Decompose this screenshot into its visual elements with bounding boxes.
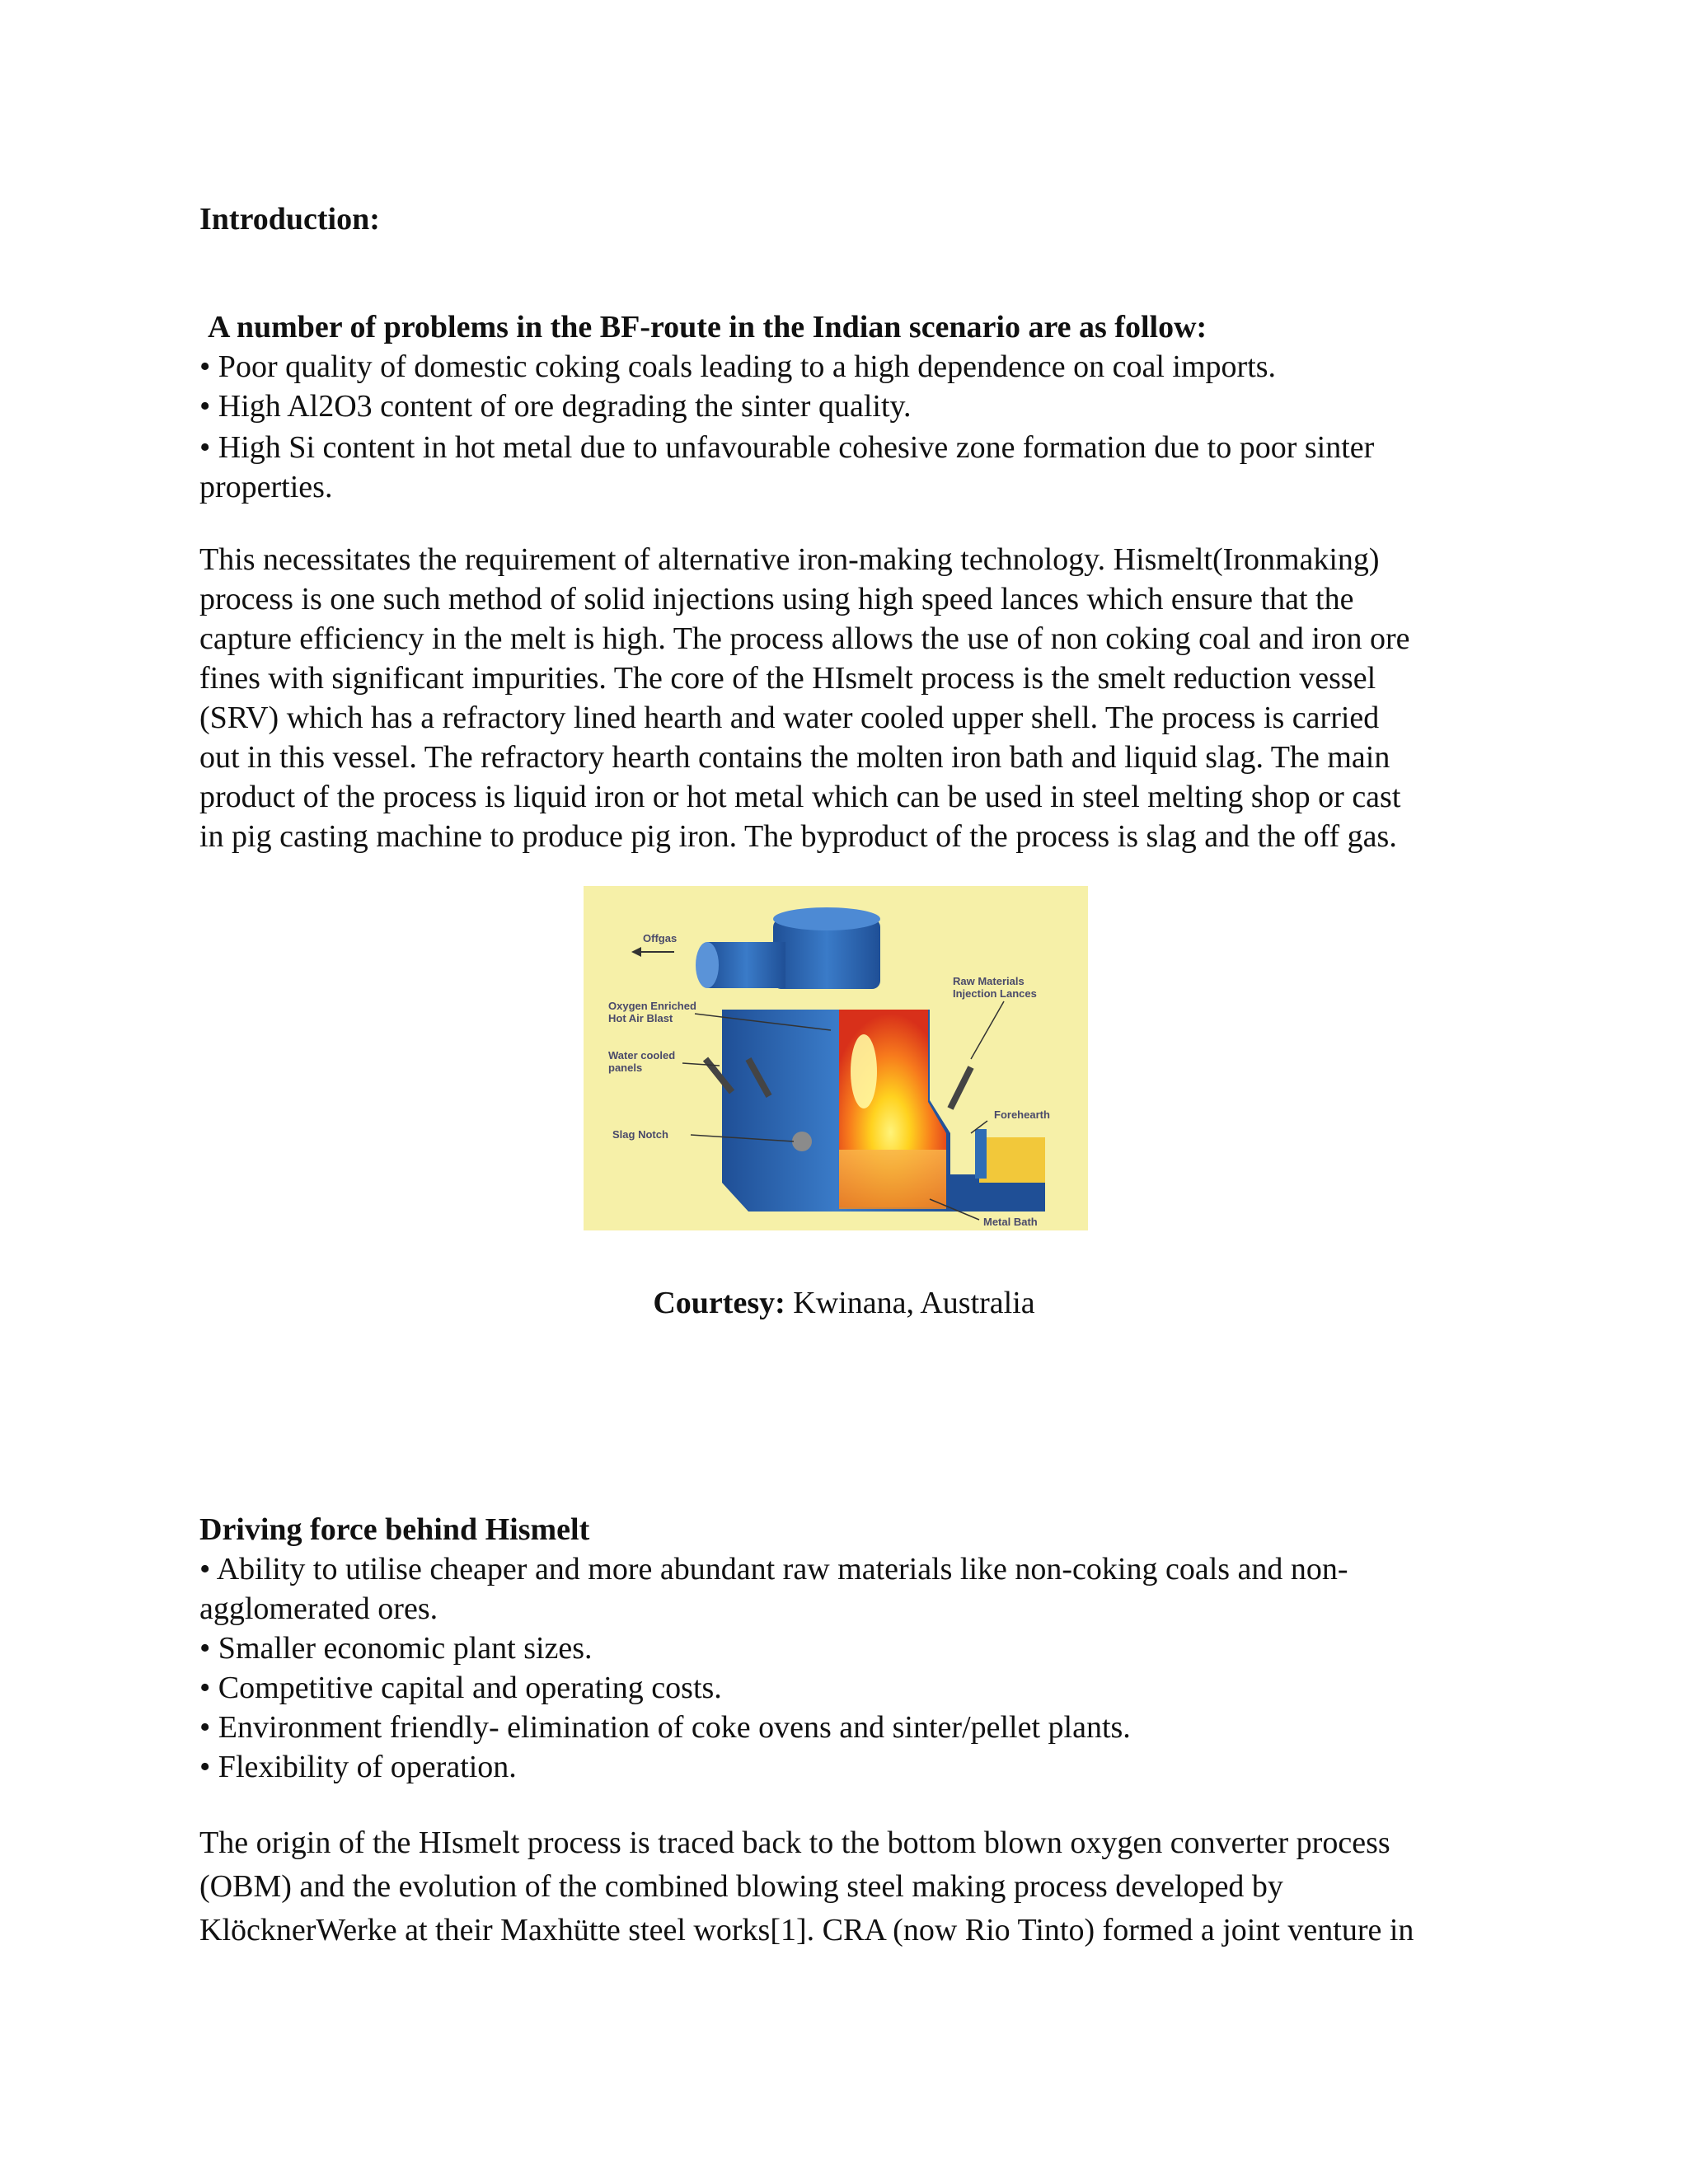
outlet-opening [696, 942, 719, 988]
section-heading-introduction: Introduction: [199, 202, 380, 237]
label-raw-line1: Raw Materials [953, 975, 1025, 987]
origin-paragraph [199, 1821, 1493, 1952]
paragraph-line: process is one such method of solid injections using high speed lances which ensure that the [199, 582, 1354, 616]
label-water-line2: panels [608, 1062, 643, 1074]
problem-bullet-continuation: properties. [199, 470, 333, 504]
label-slag-notch: Slag Notch [612, 1128, 668, 1141]
slag-notch [792, 1132, 812, 1151]
driving-bullet: • Smaller economic plant sizes. [199, 1631, 593, 1666]
srv-diagram [584, 886, 1088, 1230]
label-oxygen-line1: Oxygen Enriched [608, 1000, 696, 1012]
paragraph-line: capture efficiency in the melt is high. The process allows the use of non coking coal and iron ore [199, 621, 1410, 656]
forehearth-wall [975, 1129, 987, 1179]
driving-bullet: • Competitive capital and operating costs. [199, 1671, 722, 1705]
offgas-outlet [707, 942, 785, 988]
section-heading-driving-force: Driving force behind Hismelt [199, 1512, 590, 1547]
lance-flame [851, 1034, 877, 1108]
metal-bath [839, 1150, 946, 1209]
problem-bullet: • Poor quality of domestic coking coals leading to a high dependence on coal imports. [199, 349, 1277, 384]
problems-list [199, 307, 1502, 507]
label-metal-bath: Metal Bath [983, 1216, 1038, 1228]
paragraph-line: (OBM) and the evolution of the combined blowing steel making process developed by [199, 1869, 1283, 1904]
paragraph-line: fines with significant impurities. The core of the HIsmelt process is the smelt reduction vessel [199, 661, 1376, 696]
driving-force-section [199, 1510, 1502, 1787]
driving-bullet: • Ability to utilise cheaper and more abundant raw materials like non-coking coals and non- [199, 1552, 1348, 1586]
paragraph-line: KlöcknerWerke at their Maxhütte steel works[1]. CRA (now Rio Tinto) formed a joint venture in [199, 1913, 1414, 1947]
driving-bullet: • Flexibility of operation. [199, 1750, 517, 1784]
forehearth-metal [979, 1137, 1045, 1183]
intro-paragraph [199, 540, 1485, 856]
paragraph-line: in pig casting machine to produce pig iron. The byproduct of the process is slag and the off gas. [199, 819, 1397, 854]
driving-bullet-continuation: agglomerated ores. [199, 1591, 438, 1626]
paragraph-line: product of the process is liquid iron or hot metal which can be used in steel melting shop or cast [199, 780, 1401, 814]
problem-bullet: • High Al2O3 content of ore degrading the sinter quality. [199, 389, 912, 424]
driving-bullet: • Environment friendly- elimination of coke ovens and sinter/pellet plants. [199, 1710, 1131, 1745]
paragraph-line: The origin of the HIsmelt process is traced back to the bottom blown oxygen converter process [199, 1825, 1390, 1860]
label-raw-line2: Injection Lances [953, 987, 1037, 1000]
hismelt-vessel-figure [584, 886, 1088, 1230]
paragraph-line: (SRV) which has a refractory lined hearth and water cooled upper shell. The process is carried [199, 701, 1380, 735]
caption-text: Kwinana, Australia [785, 1286, 1035, 1320]
paragraph-line: out in this vessel. The refractory hearth contains the molten iron bath and liquid slag. The main [199, 740, 1390, 775]
label-offgas: Offgas [643, 932, 678, 944]
label-forehearth: Forehearth [994, 1108, 1050, 1121]
label-water-line1: Water cooled [608, 1049, 676, 1062]
paragraph-line: This necessitates the requirement of alternative iron-making technology. Hismelt(Ironmaking) [199, 542, 1380, 577]
caption-label: Courtesy: [653, 1286, 785, 1320]
label-oxygen-line2: Hot Air Blast [608, 1012, 673, 1024]
figure-caption [0, 1283, 1688, 1323]
problems-heading: A number of problems in the BF-route in the Indian scenario are as follow: [208, 310, 1207, 344]
duct-top [773, 907, 880, 930]
problem-bullet: • High Si content in hot metal due to unfavourable cohesive zone formation due to poor sinter [199, 430, 1375, 465]
